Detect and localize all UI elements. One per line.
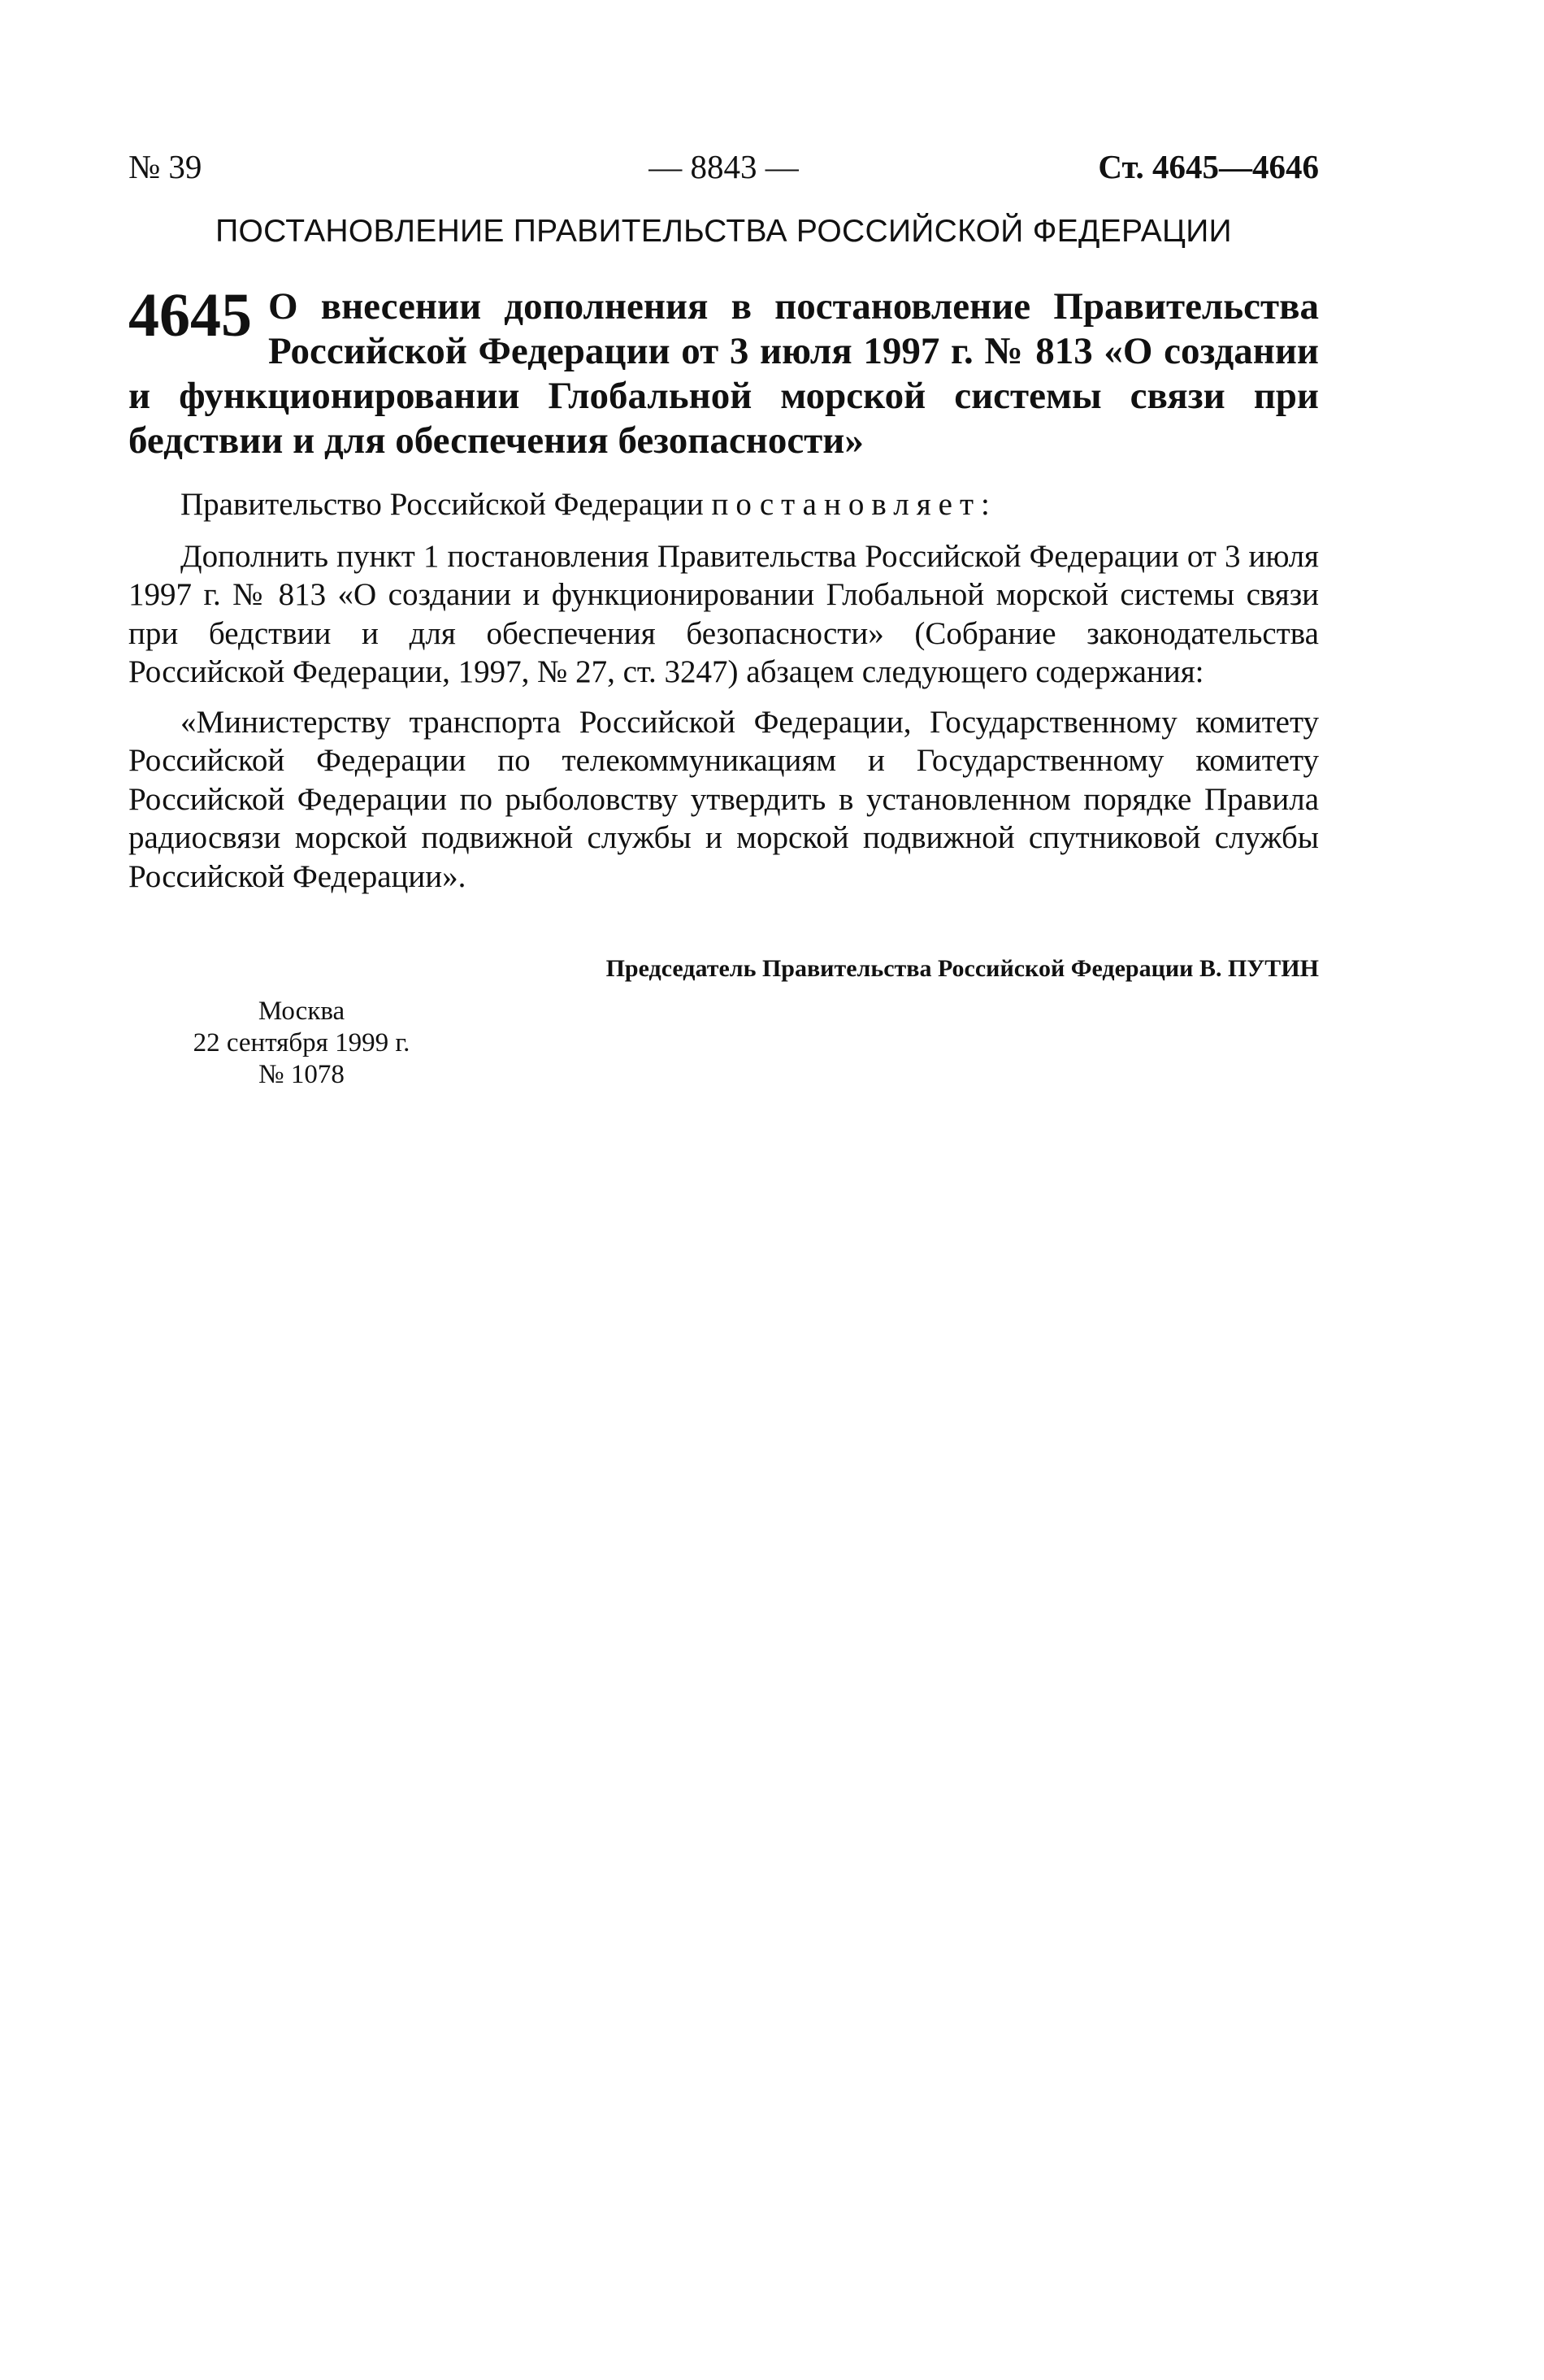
section-title: ПОСТАНОВЛЕНИЕ ПРАВИТЕЛЬСТВА РОССИЙСКОЙ ФЕДЕРАЦИИ	[215, 214, 1232, 249]
article-number: 4645	[128, 281, 252, 350]
decree-number: № 1078	[258, 1060, 345, 1089]
intro-decree-word: постановляет:	[711, 487, 997, 522]
running-header	[128, 142, 1319, 191]
intro-prefix: Правительство Российской Федерации	[180, 487, 712, 522]
document-page	[128, 0, 1319, 2380]
paragraph-2: «Министерству транспорта Российской Федерации, Государственному комитету Российской Федерации по телекоммуникациям и Государственному комитету Российской Федерации по рыболовству утвердить в установленном порядке Правила радиосвязи морской подвижной службы и морской подвижной спутниковой службы Российской Федерации».	[128, 704, 1319, 894]
page-number: — 8843 —	[648, 148, 799, 185]
document-body	[128, 485, 1319, 907]
intro-paragraph	[128, 485, 1319, 524]
article-heading: О внесении дополнения в постановление Правительства Российской Федерации от 3 июля 1997 г. № 813 «О создании и функционировании Глобальной морской системы связи при бедствии и для обеспечения безопасности»	[128, 285, 1319, 462]
article-range: Ст. 4645—4646	[1098, 148, 1319, 185]
signature-line: Председатель Правительства Российской Федерации В. ПУТИН	[605, 955, 1319, 982]
place-date-block	[184, 996, 419, 1091]
place-city: Москва	[258, 997, 345, 1026]
issue-number: № 39	[128, 148, 202, 185]
decree-date: 22 сентября 1999 г.	[193, 1028, 410, 1058]
article-header	[128, 281, 1319, 463]
paragraph-1: Дополнить пункт 1 постановления Правительства Российской Федерации от 3 июля 1997 г. № 813 «О создании и функционировании Глобальной морской системы связи при бедствии и для обеспечения безопасности» (Собрание законодательства Российской Федерации, 1997, № 27, ст. 3247) абзацем следующего содержания:	[128, 538, 1319, 689]
